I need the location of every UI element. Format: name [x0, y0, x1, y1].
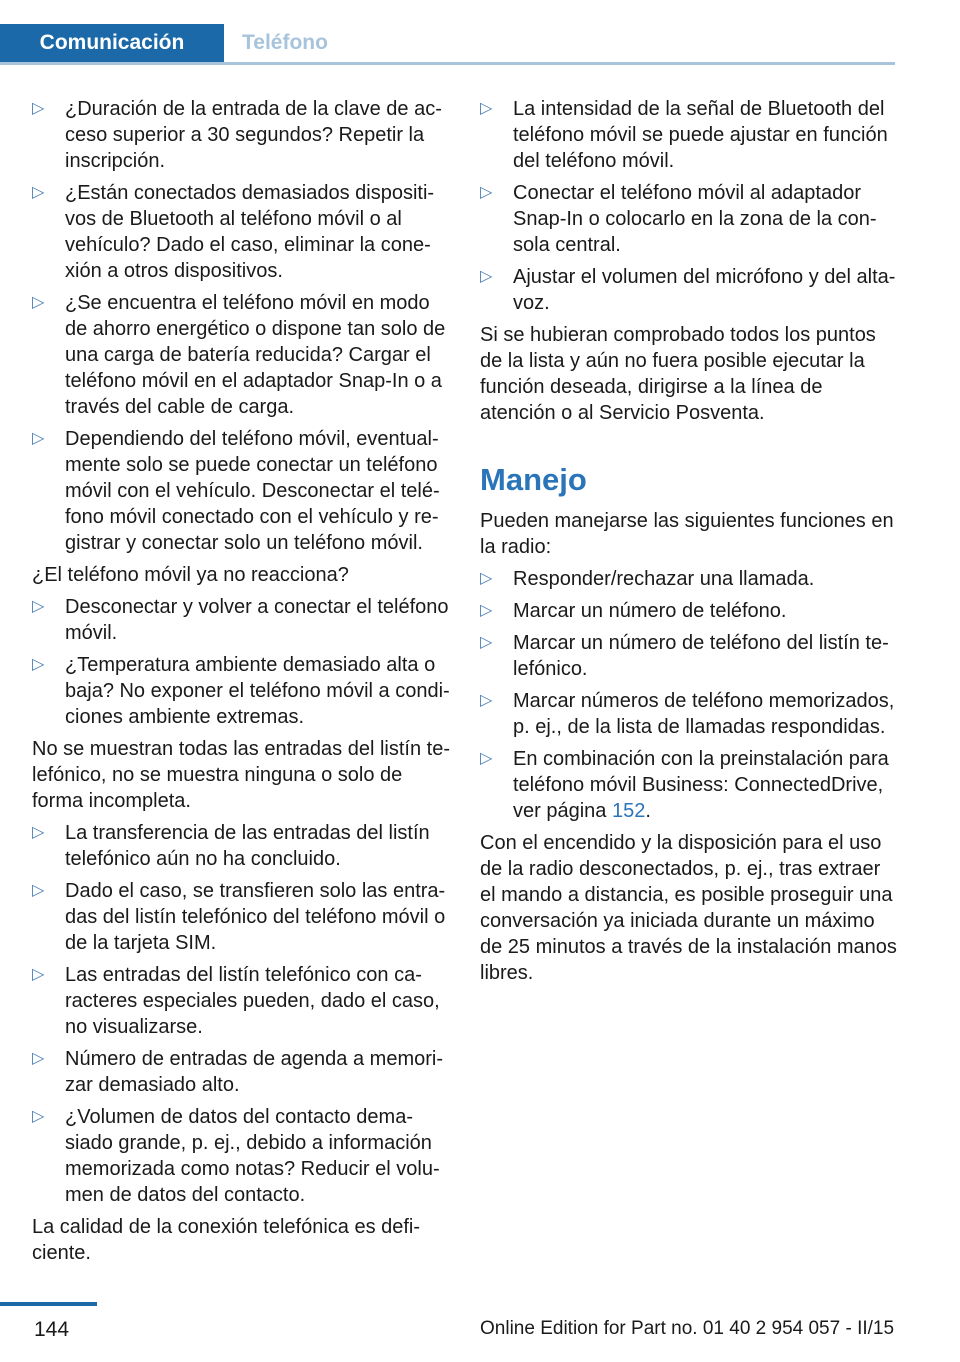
- list-item: ▷ En combinación con la preinstalación para teléfono móvil Business: ConnectedDrive, ver página 152.: [480, 748, 889, 822]
- list-item: ▷ Dependiendo del teléfono móvil, eventualmente solo se puede conectar un teléfono móvil con el vehículo. Desconectar el teléfono móvil conectado con el vehículo y registrar y conectar solo un teléfono móvil.: [32, 428, 440, 554]
- paragraph: ¿El teléfono móvil ya no reacciona?: [32, 564, 349, 586]
- paragraph: Con el encendido y la disposición para el uso de la radio desconectados, p. ej., tras extraer el mando a distancia, es posible proseguir una conversación ya iniciada durante un máximo de 25 minutos a través de la instalación manos libres.: [480, 832, 897, 984]
- edition-footer: Online Edition for Part no. 01 40 2 954 057 - II/15: [480, 1318, 895, 1339]
- triangle-bullet-icon: ▷: [32, 430, 45, 447]
- triangle-bullet-icon: ▷: [32, 882, 45, 899]
- triangle-bullet-icon: ▷: [480, 634, 493, 651]
- triangle-bullet-icon: ▷: [32, 1108, 45, 1125]
- triangle-bullet-icon: ▷: [32, 294, 45, 311]
- triangle-bullet-icon: ▷: [480, 570, 493, 587]
- triangle-bullet-icon: ▷: [32, 184, 45, 201]
- list-item: ▷ Número de entradas de agenda a memorizar demasiado alto.: [32, 1048, 443, 1096]
- triangle-bullet-icon: ▷: [32, 966, 45, 983]
- tab-telefono[interactable]: Teléfono: [242, 31, 328, 54]
- triangle-bullet-icon: ▷: [32, 656, 45, 673]
- page-reference-link[interactable]: 152: [611, 800, 646, 822]
- paragraph: Pueden manejarse las siguientes funciones en la radio:: [480, 510, 894, 558]
- tab-comunicacion[interactable]: Comunicación: [0, 24, 224, 62]
- triangle-bullet-icon: ▷: [32, 824, 45, 841]
- section-heading: Manejo: [480, 462, 587, 497]
- list-item: ▷ Marcar un número de teléfono del listín telefónico.: [480, 632, 889, 680]
- triangle-bullet-icon: ▷: [32, 598, 45, 615]
- list-item: ▷ Marcar un número de teléfono.: [480, 600, 787, 622]
- triangle-bullet-icon: ▷: [480, 750, 493, 767]
- list-item: ▷ ¿Volumen de datos del contacto demasiado grande, p. ej., debido a información memorizada como notas? Reducir el volumen de datos del contacto.: [32, 1106, 440, 1206]
- list-item: ▷ Ajustar el volumen del micrófono y del altavoz.: [480, 266, 896, 314]
- list-item: ▷ Conectar el teléfono móvil al adaptador Snap-In o colocarlo en la zona de la consola central.: [480, 182, 877, 256]
- triangle-bullet-icon: ▷: [480, 268, 493, 285]
- triangle-bullet-icon: ▷: [32, 100, 45, 117]
- triangle-bullet-icon: ▷: [480, 184, 493, 201]
- list-item: ▷ Desconectar y volver a conectar el teléfono móvil.: [32, 596, 449, 644]
- chapter-header: [0, 24, 895, 65]
- list-item: ▷ Responder/rechazar una llamada.: [480, 568, 815, 590]
- triangle-bullet-icon: ▷: [480, 692, 493, 709]
- paragraph: La calidad de la conexión telefónica es deficiente.: [32, 1216, 421, 1264]
- list-item: ▷ La transferencia de las entradas del listín telefónico aún no ha concluido.: [32, 822, 430, 870]
- list-item: ▷ ¿Se encuentra el teléfono móvil en modo de ahorro energético o dispone tan solo de una carga de batería reducida? Cargar el teléfono móvil en el adaptador Snap-In o a través del cable de carga.: [32, 292, 446, 418]
- right-column: [480, 96, 898, 992]
- list-item: ▷ ¿Están conectados demasiados dispositivos de Bluetooth al teléfono móvil o al vehículo? Dado el caso, eliminar la conexión a otros dispositivos.: [32, 182, 435, 282]
- list-item: ▷ Dado el caso, se transfieren solo las entradas del listín telefónico del teléfono móvil o de la tarjeta SIM.: [32, 880, 446, 954]
- list-item: ▷ ¿Temperatura ambiente demasiado alta o baja? No exponer el teléfono móvil a condiciones ambiente extremas.: [32, 654, 450, 728]
- paragraph: Si se hubieran comprobado todos los puntos de la lista y aún no fuera posible ejecutar la función deseada, dirigirse a la línea de atención o al Servicio Posventa.: [480, 324, 876, 424]
- list-item: ▷ La intensidad de la señal de Bluetooth del teléfono móvil se puede ajustar en función del teléfono móvil.: [480, 98, 888, 172]
- triangle-bullet-icon: ▷: [32, 1050, 45, 1067]
- left-column: [32, 96, 450, 1272]
- paragraph: No se muestran todas las entradas del listín telefónico, no se muestra ninguna o solo de forma incompleta.: [32, 738, 450, 812]
- triangle-bullet-icon: ▷: [480, 602, 493, 619]
- list-item: ▷ Marcar números de teléfono memorizados, p. ej., de la lista de llamadas respondidas.: [480, 690, 895, 738]
- page-number: 144: [34, 1318, 70, 1341]
- page-number-bar: [0, 1302, 97, 1306]
- list-item: ▷ Las entradas del listín telefónico con caracteres especiales pueden, dado el caso, no visualizarse.: [32, 964, 440, 1038]
- triangle-bullet-icon: ▷: [480, 100, 493, 117]
- list-item: ▷ ¿Duración de la entrada de la clave de acceso superior a 30 segundos? Repetir la inscripción.: [32, 98, 442, 172]
